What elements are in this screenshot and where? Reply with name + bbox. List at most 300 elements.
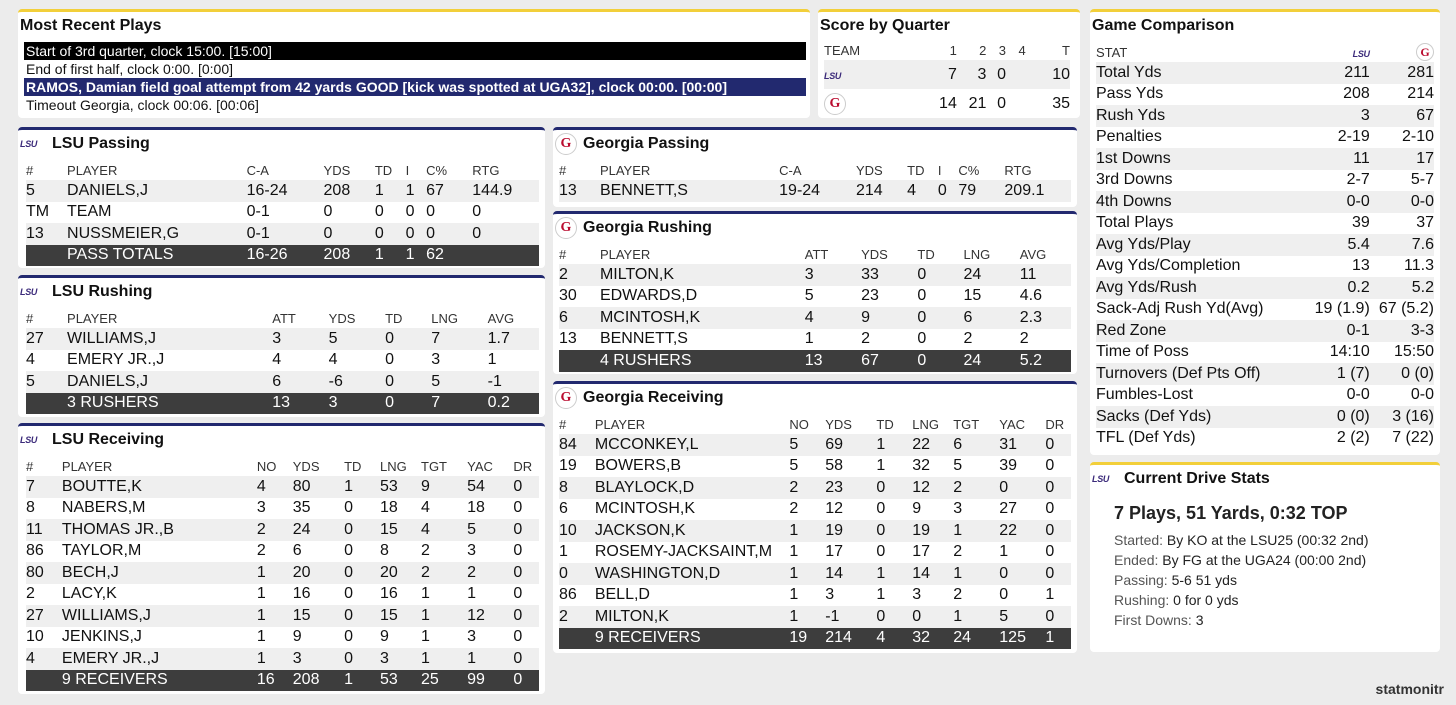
score-cell: 10: [1026, 60, 1070, 89]
table-cell: 1: [344, 476, 380, 498]
stat-value-cell: 208: [1343, 85, 1370, 103]
totals-row: [559, 350, 1071, 372]
score-cell: 21: [968, 94, 987, 112]
recent-plays-title: Most Recent Plays: [20, 17, 162, 34]
column-header: DR: [1045, 416, 1065, 432]
table-cell: WILLIAMS,J: [67, 328, 272, 350]
table-cell: 5: [467, 519, 513, 541]
totals-cell: 19: [789, 628, 825, 650]
uga-rushing-panel: [553, 211, 1077, 374]
totals-cell: [559, 350, 600, 372]
table-cell: MCINTOSH,K: [600, 307, 805, 329]
score-cell: 35: [1052, 94, 1070, 112]
totals-cell: 16-26: [247, 245, 324, 267]
table-cell: 2: [953, 543, 963, 561]
lsu-passing-table: [26, 160, 539, 266]
column-header: YDS: [825, 416, 852, 432]
table-cell: 2: [789, 477, 825, 499]
table-cell: 15: [380, 605, 421, 627]
score-row: [824, 89, 1070, 118]
table-cell: BOWERS,B: [594, 457, 682, 475]
score-cell: 0: [986, 60, 1006, 89]
column-header: TD: [344, 458, 362, 474]
table-row: [559, 180, 1071, 202]
recent-play-item: RAMOS, Damian field goal attempt from 42 yards GOOD [kick was spotted at UGA32], clock 00:00. [00:00]: [24, 78, 806, 96]
table-cell: 2: [467, 562, 513, 584]
stat-name-cell: Fumbles-Lost: [1096, 386, 1193, 404]
table-row: [559, 477, 1071, 499]
table-row: [26, 350, 539, 372]
table-cell: 13: [559, 180, 600, 202]
table-cell: 1: [467, 585, 477, 603]
drive-detail-value: By FG at the UGA24 (00:00 2nd): [1162, 552, 1367, 568]
table-cell: 4: [907, 180, 938, 202]
totals-row: [26, 393, 539, 415]
stat-name-cell: Avg Yds/Completion: [1096, 257, 1241, 275]
table-row: [559, 434, 1071, 456]
score-column-header: 3: [998, 42, 1007, 58]
drive-details: [1090, 530, 1440, 630]
table-cell: 2: [559, 264, 600, 286]
table-cell: 0: [999, 477, 1045, 499]
stat-name-cell: Time of Poss: [1096, 343, 1189, 361]
table-cell: 8: [559, 477, 595, 499]
comparison-row: [1096, 84, 1434, 106]
table-row: [26, 584, 539, 606]
drive-detail-label: Rushing:: [1114, 592, 1170, 608]
table-cell: 1: [559, 543, 568, 561]
table-cell: 22: [999, 520, 1045, 542]
table-cell: 2: [256, 542, 266, 560]
score-column-header: 2: [979, 42, 987, 58]
score-column-header: T: [1062, 42, 1070, 58]
table-cell: 214: [856, 180, 907, 202]
table-cell: 0: [938, 180, 958, 202]
table-cell: 2: [421, 562, 467, 584]
table-cell: 6: [559, 307, 600, 329]
table-cell: 4: [257, 476, 293, 498]
stat-name-cell: Rush Yds: [1096, 105, 1306, 127]
stat-value-cell: 3: [1306, 105, 1370, 127]
table-cell: 15: [380, 519, 421, 541]
score-column-header: 1: [949, 42, 957, 58]
table-cell: 23: [825, 477, 876, 499]
table-row: [26, 519, 539, 541]
table-cell: 0: [406, 223, 427, 245]
lsu-receiving-panel: [18, 423, 545, 694]
table-cell: 2: [789, 500, 799, 518]
column-header: YDS: [855, 162, 883, 178]
table-cell: 4: [26, 351, 35, 369]
uga-receiving-title: Georgia Receiving: [583, 389, 724, 406]
table-cell: 0: [999, 586, 1009, 604]
table-cell: 2: [1019, 330, 1029, 348]
header-row: [26, 308, 539, 328]
table-cell: 0: [385, 371, 431, 393]
drive-title: Current Drive Stats: [1124, 470, 1270, 487]
table-cell: 8: [379, 542, 389, 560]
totals-cell: 24: [953, 628, 999, 650]
table-cell: 0: [513, 476, 539, 498]
column-header: PLAYER: [67, 162, 118, 178]
totals-cell: 1: [406, 245, 427, 267]
table-cell: 1: [876, 586, 886, 604]
totals-cell: 25: [421, 670, 467, 692]
totals-cell: [472, 245, 539, 267]
drive-detail-label: Started:: [1114, 532, 1164, 548]
stat-value-cell: 214: [1407, 85, 1434, 103]
table-row: [26, 648, 539, 670]
table-row: [26, 562, 539, 584]
stat-name-cell: Sack-Adj Rush Yd(Avg): [1096, 300, 1264, 318]
table-cell: 9: [379, 628, 389, 646]
stat-value-cell: 0-0: [1306, 191, 1370, 213]
table-cell: 1.7: [488, 328, 539, 350]
table-cell: 4: [272, 351, 282, 369]
stat-name-cell: Avg Yds/Play: [1096, 234, 1306, 256]
totals-cell: 16: [257, 670, 293, 692]
table-row: [559, 563, 1071, 585]
table-cell: 9: [292, 628, 302, 646]
stat-value-cell: 281: [1370, 62, 1434, 84]
comparison-row: [1096, 148, 1434, 170]
table-row: [26, 498, 539, 520]
table-cell: 4: [26, 648, 62, 670]
georgia-logo-icon: [555, 217, 577, 239]
comparison-row: [1096, 256, 1434, 278]
table-cell: 1: [375, 180, 406, 202]
table-cell: 0: [1045, 434, 1071, 456]
table-cell: 86: [559, 586, 577, 604]
comparison-row: [1096, 342, 1434, 364]
stat-value-cell: 0-0: [1346, 386, 1370, 404]
stat-name-cell: Sacks (Def Yds): [1096, 406, 1306, 428]
georgia-logo-letter: G: [829, 95, 841, 111]
table-cell: 1: [789, 543, 799, 561]
table-cell: 1: [256, 585, 266, 603]
table-cell: 1: [789, 520, 825, 542]
drive-detail-line: [1090, 590, 1440, 610]
totals-cell: 4 RUSHERS: [600, 350, 805, 372]
drive-detail-value: 0 for 0 yds: [1173, 592, 1239, 608]
drive-title-row: [1090, 465, 1440, 489]
table-cell: 8: [26, 499, 35, 517]
totals-cell: 7: [431, 393, 487, 415]
table-cell: 53: [380, 476, 421, 498]
stat-column-header: STAT: [1096, 44, 1128, 60]
column-header: TD: [917, 246, 935, 262]
recent-play-item: End of first half, clock 0:00. [0:00]: [26, 61, 233, 77]
totals-cell: 67: [861, 350, 917, 372]
drive-detail-label: First Downs:: [1114, 612, 1192, 628]
table-cell: 3: [431, 351, 441, 369]
lsu-logo-icon: LSU: [824, 70, 842, 81]
table-cell: 0: [513, 605, 539, 627]
table-cell: 5: [804, 287, 814, 305]
score-column-header: TEAM: [824, 42, 861, 58]
lsu-receiving-title-row: [18, 426, 545, 450]
table-cell: 1: [421, 648, 467, 670]
column-header: AVG: [487, 310, 515, 326]
table-cell: 13: [559, 330, 577, 348]
totals-cell: 4: [876, 628, 912, 650]
table-cell: 1: [953, 606, 999, 628]
table-cell: 0: [1045, 606, 1071, 628]
comparison-row: [1096, 299, 1434, 321]
stat-value-cell: 0-0: [1410, 386, 1434, 404]
table-cell: 10: [559, 520, 595, 542]
totals-cell: [26, 245, 67, 267]
uga-passing-title-row: [553, 130, 1077, 154]
lsu-logo-icon: LSU: [20, 435, 38, 445]
stat-value-cell: 67 (5.2): [1378, 300, 1434, 318]
table-cell: EDWARDS,D: [599, 287, 698, 305]
uga-rushing-title-row: [553, 214, 1077, 238]
score-cell: 14: [939, 94, 957, 112]
score-cell: [1006, 89, 1026, 118]
table-cell: 35: [292, 499, 311, 517]
totals-cell: 9 RECEIVERS: [62, 670, 257, 692]
lsu-rushing-title-row: [18, 278, 545, 302]
table-cell: 0: [426, 203, 436, 221]
column-header: I: [937, 162, 942, 178]
table-cell: 1: [256, 628, 266, 646]
table-cell: 0: [912, 606, 953, 628]
uga-passing-panel: [553, 127, 1077, 207]
table-cell: JENKINS,J: [61, 628, 142, 646]
georgia-column-header: [1370, 42, 1434, 62]
drive-detail-value: 3: [1195, 612, 1204, 628]
stat-value-cell: 2-19: [1337, 128, 1370, 146]
totals-cell: 62: [426, 245, 472, 267]
table-row: [559, 264, 1071, 286]
stat-name-cell: Total Yds: [1096, 62, 1306, 84]
table-row: [26, 605, 539, 627]
stat-name-cell: Pass Yds: [1096, 85, 1164, 103]
table-cell: 19: [825, 520, 876, 542]
table-cell: 0: [344, 499, 353, 517]
uga-rushing-title: Georgia Rushing: [583, 219, 712, 236]
table-cell: 4: [328, 351, 338, 369]
table-cell: 9: [861, 307, 917, 329]
totals-cell: 5.2: [1020, 350, 1071, 372]
column-header: C%: [958, 162, 980, 178]
stat-value-cell: 15:50: [1393, 343, 1434, 361]
stat-value-cell: 1 (7): [1306, 363, 1370, 385]
table-cell: 3: [805, 264, 861, 286]
recent-plays-panel: [18, 9, 810, 118]
stat-value-cell: 0 (0): [1370, 363, 1434, 385]
column-header: #: [26, 458, 34, 474]
stat-name-cell: Turnovers (Def Pts Off): [1096, 363, 1306, 385]
table-cell: 12: [467, 605, 513, 627]
totals-cell: 13: [805, 350, 861, 372]
table-cell: BECH,J: [62, 562, 257, 584]
table-cell: 1: [406, 180, 427, 202]
table-cell: 0: [323, 203, 333, 221]
table-cell: 3: [272, 328, 328, 350]
table-cell: 67: [426, 180, 472, 202]
lsu-logo-icon: LSU: [1352, 48, 1370, 59]
comparison-row: [1096, 127, 1434, 149]
comparison-row: [1096, 191, 1434, 213]
lsu-receiving-table: [26, 456, 539, 691]
stat-value-cell: 0.2: [1306, 277, 1370, 299]
score-cell: 0: [997, 94, 1007, 112]
table-cell: 1: [487, 351, 497, 369]
table-cell: 2: [861, 330, 870, 348]
table-cell: ROSEMY-JACKSAINT,M: [594, 543, 773, 561]
table-cell: 6: [953, 434, 999, 456]
table-cell: 3: [293, 648, 344, 670]
table-cell: 5: [329, 328, 385, 350]
table-cell: 27: [26, 605, 62, 627]
lsu-rushing-title: LSU Rushing: [52, 283, 153, 300]
column-header: TD: [385, 310, 403, 326]
stat-value-cell: 5.2: [1370, 277, 1434, 299]
table-row: [26, 202, 539, 224]
recent-plays-list: [18, 36, 810, 114]
table-cell: 2: [257, 519, 293, 541]
stat-value-cell: 7 (22): [1392, 429, 1434, 447]
table-cell: 3: [825, 586, 835, 604]
recent-play-item: Start of 3rd quarter, clock 15:00. [15:00]: [24, 42, 806, 60]
table-cell: 11: [26, 519, 62, 541]
table-cell: -1: [488, 371, 539, 393]
table-cell: 16: [379, 585, 398, 603]
score-table: [824, 40, 1070, 118]
table-cell: 24: [293, 519, 344, 541]
stat-value-cell: 3 (16): [1370, 406, 1434, 428]
table-cell: -6: [329, 371, 385, 393]
georgia-logo-letter: G: [560, 136, 572, 151]
table-cell: 1: [876, 457, 886, 475]
georgia-logo-letter: G: [560, 390, 572, 405]
drive-detail-label: Passing:: [1114, 572, 1168, 588]
table-cell: 0: [344, 585, 353, 603]
drive-detail-value: 5-6 51 yds: [1171, 572, 1237, 588]
totals-cell: 9 RECEIVERS: [595, 628, 790, 650]
table-cell: 1: [257, 605, 293, 627]
stat-value-cell: 0 (0): [1306, 406, 1370, 428]
comparison-row: [1096, 105, 1434, 127]
totals-cell: 1: [344, 670, 380, 692]
table-cell: 5: [26, 371, 67, 393]
table-cell: 1: [421, 585, 430, 603]
header-row: [559, 244, 1071, 264]
column-header: DR: [513, 458, 533, 474]
table-cell: 24: [963, 264, 1019, 286]
table-cell: 22: [912, 434, 953, 456]
stat-value-cell: 3-3: [1370, 320, 1434, 342]
table-cell: 144.9: [472, 180, 539, 202]
totals-cell: 208: [293, 670, 344, 692]
totals-row: [559, 628, 1071, 650]
table-row: [559, 585, 1071, 607]
georgia-logo-letter: G: [1420, 44, 1430, 59]
column-header: LNG: [912, 416, 939, 432]
uga-receiving-title-row: [553, 384, 1077, 408]
stat-name-cell: 1st Downs: [1096, 148, 1306, 170]
table-row: [26, 328, 539, 350]
table-cell: 7: [431, 328, 487, 350]
stat-value-cell: 7.6: [1370, 234, 1434, 256]
table-cell: 1: [876, 563, 912, 585]
stat-value-cell: 11: [1306, 148, 1370, 170]
table-cell: 1: [257, 648, 293, 670]
stat-name-cell: Total Plays: [1096, 214, 1174, 232]
lsu-passing-title-row: [18, 130, 545, 154]
column-header: RTG: [472, 162, 500, 178]
table-cell: 9: [421, 476, 467, 498]
stat-value-cell: 2 (2): [1336, 429, 1370, 447]
table-cell: 6: [963, 307, 1019, 329]
score-row: [824, 60, 1070, 89]
table-row: [26, 180, 539, 202]
table-cell: 0: [876, 500, 886, 518]
table-cell: 0: [344, 519, 380, 541]
georgia-logo-letter: G: [560, 220, 572, 235]
table-cell: 27: [26, 328, 67, 350]
table-cell: 2: [559, 606, 595, 628]
table-row: [559, 329, 1071, 351]
column-header: YAC: [999, 416, 1026, 432]
table-cell: 3: [467, 542, 477, 560]
table-cell: TAYLOR,M: [61, 542, 142, 560]
table-cell: 3: [953, 500, 963, 518]
table-cell: 0: [513, 519, 539, 541]
lsu-column-header: [1306, 42, 1370, 62]
table-cell: 19-24: [779, 180, 856, 202]
table-cell: 208: [324, 180, 375, 202]
table-cell: 3: [912, 586, 922, 604]
drive-detail-value: By KO at the LSU25 (00:32 2nd): [1166, 532, 1369, 548]
score-team-cell: [824, 89, 927, 118]
table-cell: 0: [999, 563, 1045, 585]
table-cell: BLAYLOCK,D: [595, 477, 790, 499]
table-cell: 0: [344, 648, 380, 670]
table-cell: 69: [825, 434, 876, 456]
table-cell: 12: [912, 477, 953, 499]
table-cell: 20: [380, 562, 421, 584]
totals-cell: 214: [825, 628, 876, 650]
table-cell: 0: [344, 628, 353, 646]
table-row: [559, 499, 1071, 521]
table-cell: 0: [559, 563, 595, 585]
comparison-row: [1096, 385, 1434, 407]
table-cell: MILTON,K: [600, 264, 805, 286]
lsu-passing-panel: [18, 127, 545, 268]
table-cell: 20: [293, 562, 344, 584]
table-cell: 3: [256, 499, 266, 517]
table-cell: 0: [1045, 477, 1071, 499]
georgia-logo-icon: [824, 93, 846, 115]
totals-cell: 0: [513, 670, 539, 692]
table-cell: 0: [426, 223, 472, 245]
stat-value-cell: 0-1: [1306, 320, 1370, 342]
table-cell: 0: [513, 499, 523, 517]
uga-rushing-table: [559, 244, 1071, 372]
table-cell: 19: [559, 457, 577, 475]
table-cell: 0: [513, 562, 539, 584]
table-cell: 0: [513, 542, 523, 560]
table-cell: 12: [825, 500, 844, 518]
column-header: AVG: [1019, 246, 1047, 262]
comparison-table: [1096, 42, 1434, 449]
comparison-row: [1096, 406, 1434, 428]
column-header: TGT: [953, 416, 980, 432]
uga-receiving-table: [559, 414, 1071, 649]
